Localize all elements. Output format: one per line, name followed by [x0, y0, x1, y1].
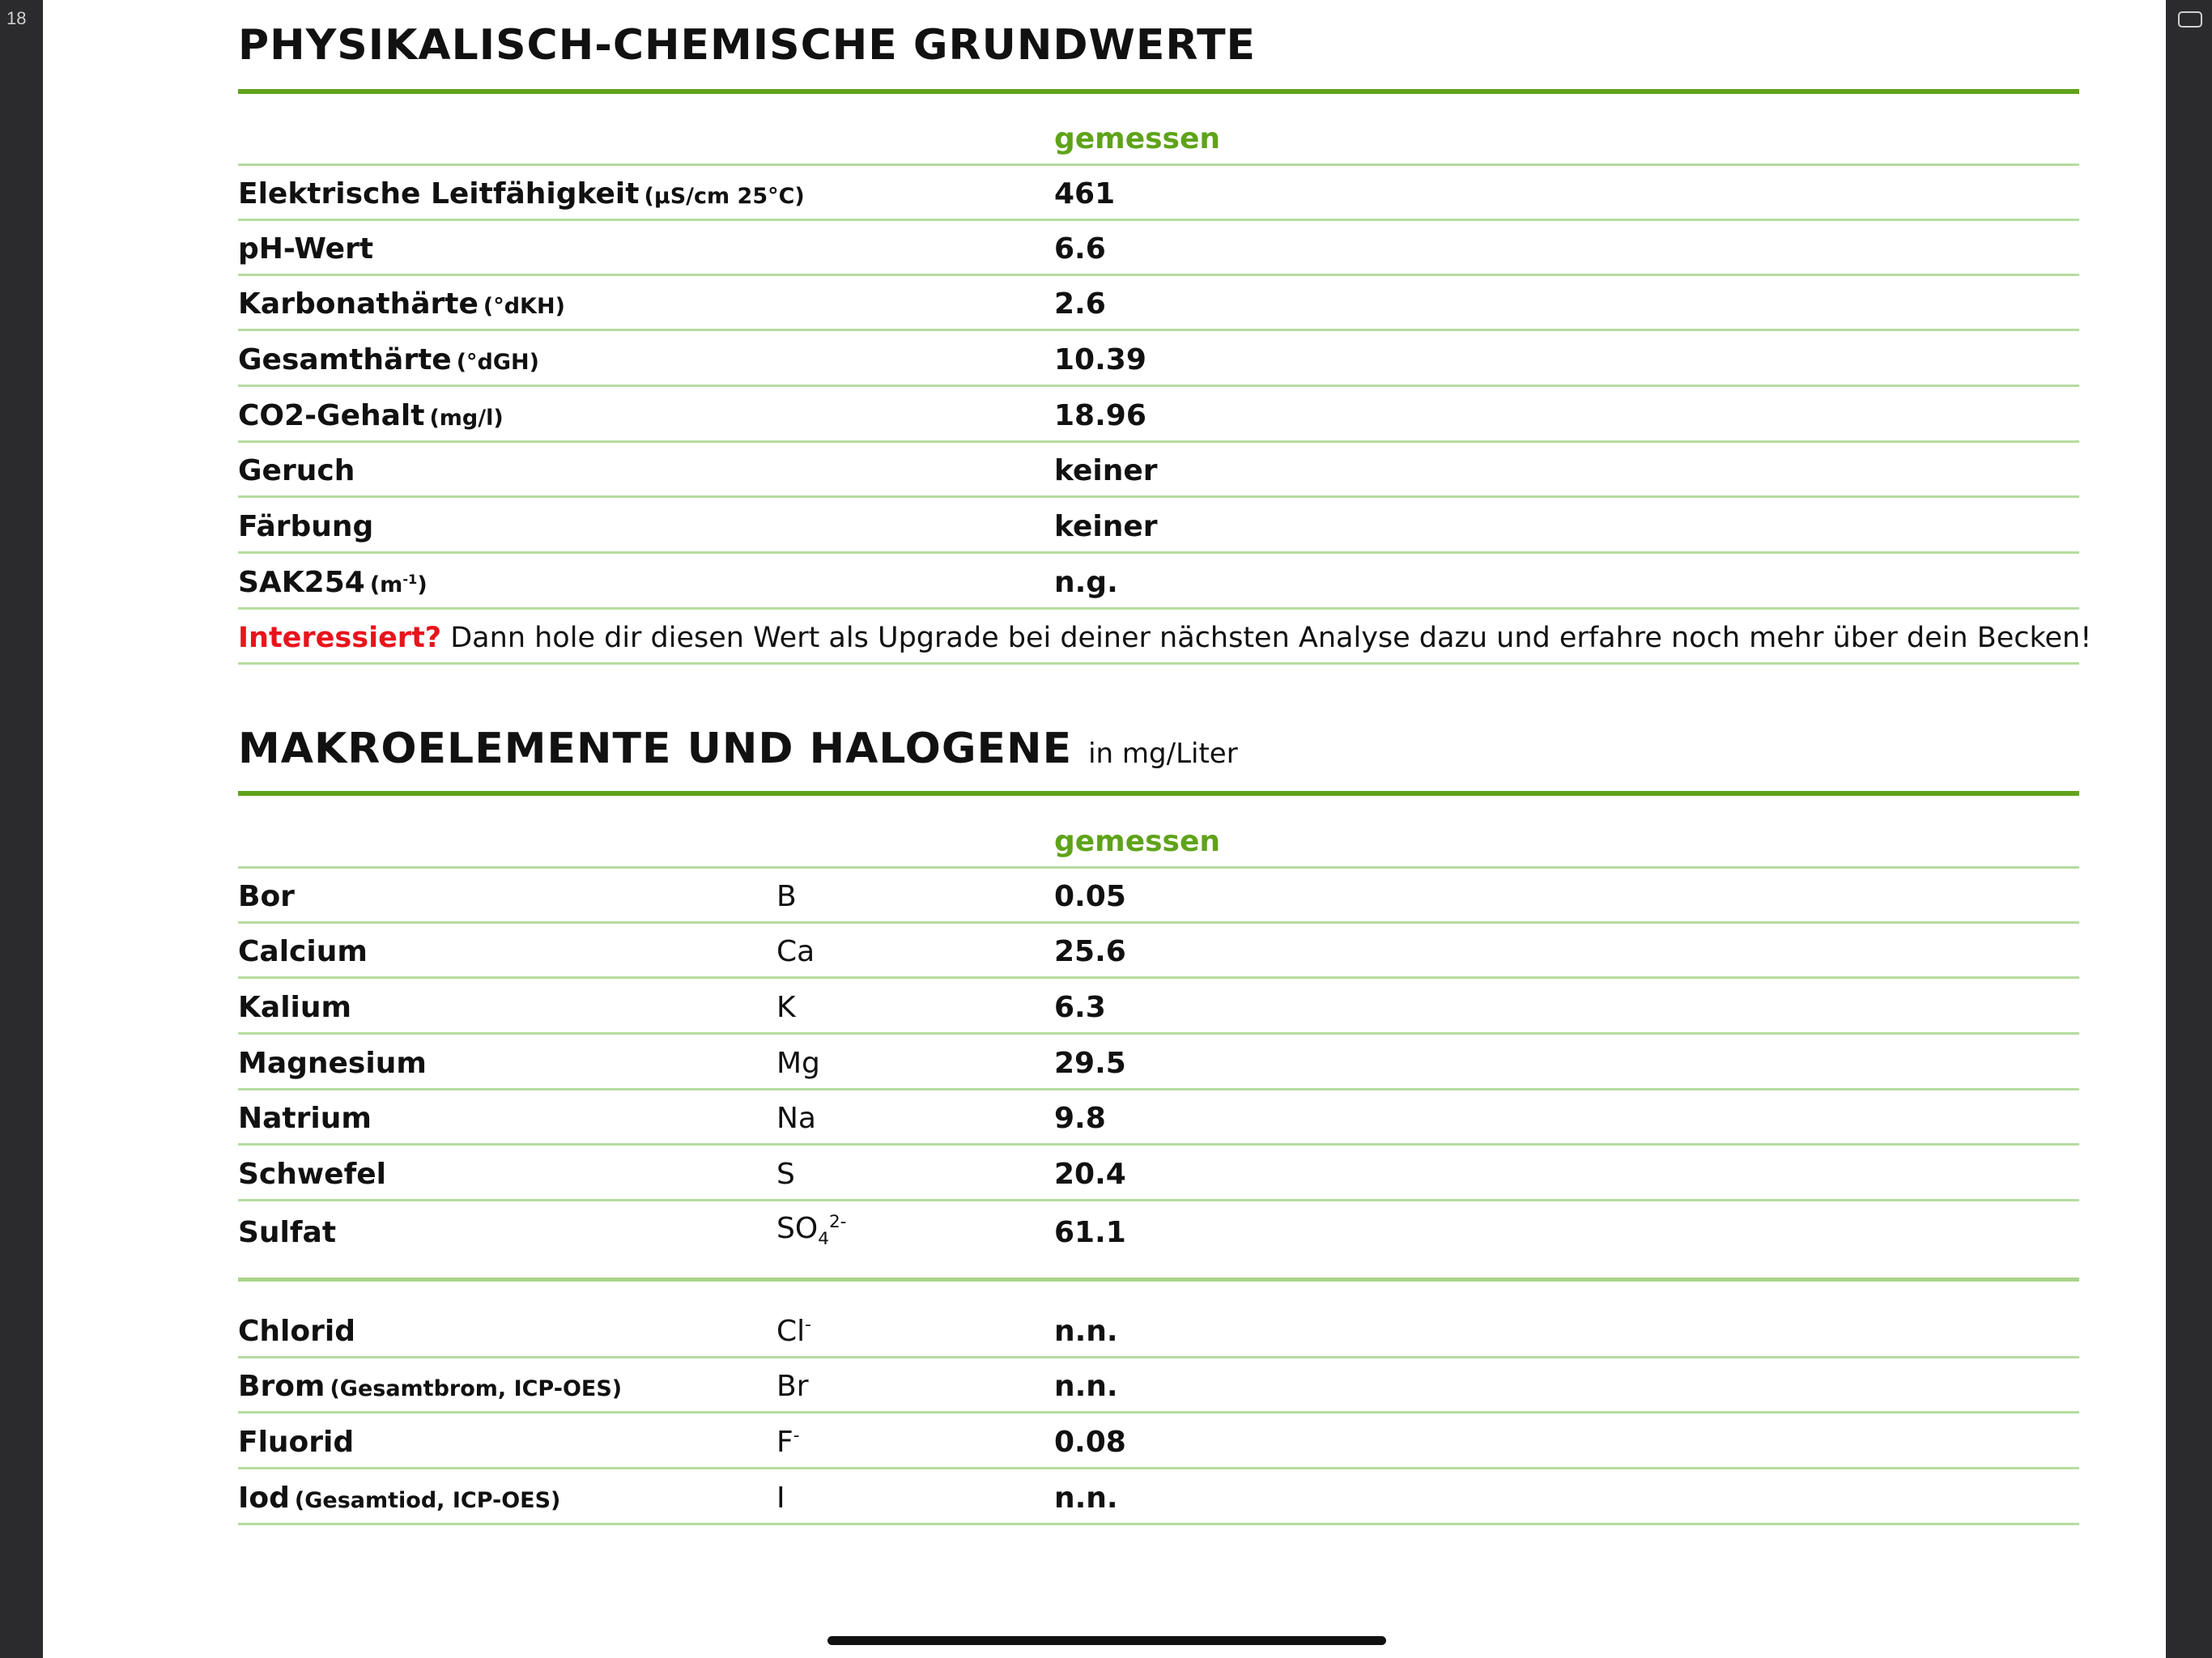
element-name: Chlorid: [238, 1315, 355, 1348]
table-row: [238, 221, 2079, 276]
table-row: [238, 924, 2079, 979]
element-name: Natrium: [238, 1102, 372, 1135]
element-symbol: $SO_4^{2-}$: [776, 1211, 847, 1249]
table-row: [238, 276, 2079, 331]
table-row: [238, 1470, 2079, 1525]
element-name: Brom (Gesamtbrom, ICP-OES): [238, 1370, 623, 1403]
section-title-makroelemente: MAKROELEMENTE UND HALOGENE in mg/Liter: [238, 725, 1238, 773]
measured-value: 0.08: [1054, 1426, 1126, 1459]
element-name: Magnesium: [238, 1047, 427, 1080]
measured-value: 18.96: [1054, 399, 1146, 432]
measured-value: n.n.: [1054, 1482, 1118, 1515]
battery-icon: [2178, 11, 2202, 28]
table-row: [238, 1414, 2079, 1469]
table-row: [238, 1358, 2079, 1414]
element-symbol: I: [776, 1482, 785, 1515]
element-symbol: Ca: [776, 935, 815, 968]
home-indicator[interactable]: [827, 1636, 1386, 1645]
parameter-name: pH-Wert: [238, 232, 374, 266]
parameter-name: SAK254 $(m^{-1})$: [238, 566, 428, 599]
table-row: [238, 388, 2079, 443]
table-row: [238, 332, 2079, 387]
parameter-name: Gesamthärte (°dGH): [238, 343, 539, 376]
upgrade-note-row: [238, 610, 2092, 665]
status-time: 18: [6, 8, 27, 28]
element-name: Kalium: [238, 991, 352, 1024]
measured-value: keiner: [1054, 454, 1158, 487]
measured-value: 6.6: [1054, 232, 1106, 266]
table-row: [238, 1202, 2079, 1257]
element-symbol: F-: [776, 1426, 800, 1459]
element-name: Sulfat: [238, 1216, 337, 1249]
document-page: [43, 0, 2166, 1658]
table-row: [238, 1303, 2079, 1358]
measured-value: 25.6: [1054, 935, 1126, 968]
table-row: [238, 1090, 2079, 1146]
table-header-row: [238, 814, 2079, 869]
measured-value: 6.3: [1054, 991, 1106, 1024]
element-symbol: Mg: [776, 1047, 820, 1080]
element-name: Iod (Gesamtiod, ICP-OES): [238, 1482, 561, 1515]
element-name: Schwefel: [238, 1158, 386, 1191]
table-row: [238, 869, 2079, 924]
upgrade-note-accent: Interessiert?: [238, 622, 442, 654]
section-divider: [238, 791, 2079, 796]
measured-value: 0.05: [1054, 880, 1126, 913]
parameter-name: CO2-Gehalt (mg/l): [238, 399, 504, 432]
parameter-name: Elektrische Leitfähigkeit (µS/cm 25°C): [238, 177, 805, 210]
parameter-name: Geruch: [238, 454, 355, 487]
element-name: Calcium: [238, 935, 368, 968]
measured-value: 461: [1054, 177, 1116, 210]
table-row: [238, 555, 2079, 610]
measured-value: 10.39: [1054, 343, 1146, 376]
column-header-gemessen: gemessen: [1054, 122, 1221, 155]
measured-value: n.g.: [1054, 566, 1118, 599]
measured-value: 61.1: [1054, 1216, 1126, 1249]
measured-value: n.n.: [1054, 1370, 1118, 1403]
element-name: Bor: [238, 880, 295, 913]
measured-value: 9.8: [1054, 1102, 1106, 1135]
upgrade-note: Interessiert? Dann hole dir diesen Wert als Upgrade bei deiner nächsten Analyse dazu und erfahre noch mehr über dein Becken!: [238, 622, 2092, 654]
table-row: [238, 1035, 2079, 1090]
table-row: [238, 443, 2079, 498]
measured-value: 20.4: [1054, 1158, 1126, 1191]
measured-value: 2.6: [1054, 287, 1106, 321]
table-row: [238, 1146, 2079, 1201]
table-row: [238, 166, 2079, 221]
measured-value: keiner: [1054, 510, 1158, 543]
section-divider: [238, 89, 2079, 94]
parameter-name: Färbung: [238, 510, 374, 543]
table-row: [238, 499, 2079, 554]
parameter-name: Karbonathärte (°dKH): [238, 287, 565, 321]
group-divider: [238, 1278, 2079, 1282]
section-title-grundwerte: PHYSIKALISCH-CHEMISCHE GRUNDWERTE: [238, 21, 1257, 70]
element-symbol: B: [776, 880, 797, 913]
element-symbol: Na: [776, 1102, 816, 1135]
column-header-gemessen: gemessen: [1054, 825, 1221, 858]
table-header-row: [238, 111, 2079, 166]
measured-value: 29.5: [1054, 1047, 1126, 1080]
element-symbol: Cl-: [776, 1315, 811, 1348]
element-symbol: Br: [776, 1370, 809, 1403]
element-symbol: S: [776, 1158, 795, 1191]
measured-value: n.n.: [1054, 1315, 1118, 1348]
section-unit: in mg/Liter: [1088, 738, 1238, 770]
element-name: Fluorid: [238, 1426, 355, 1459]
table-row: [238, 980, 2079, 1035]
element-symbol: K: [776, 991, 796, 1024]
